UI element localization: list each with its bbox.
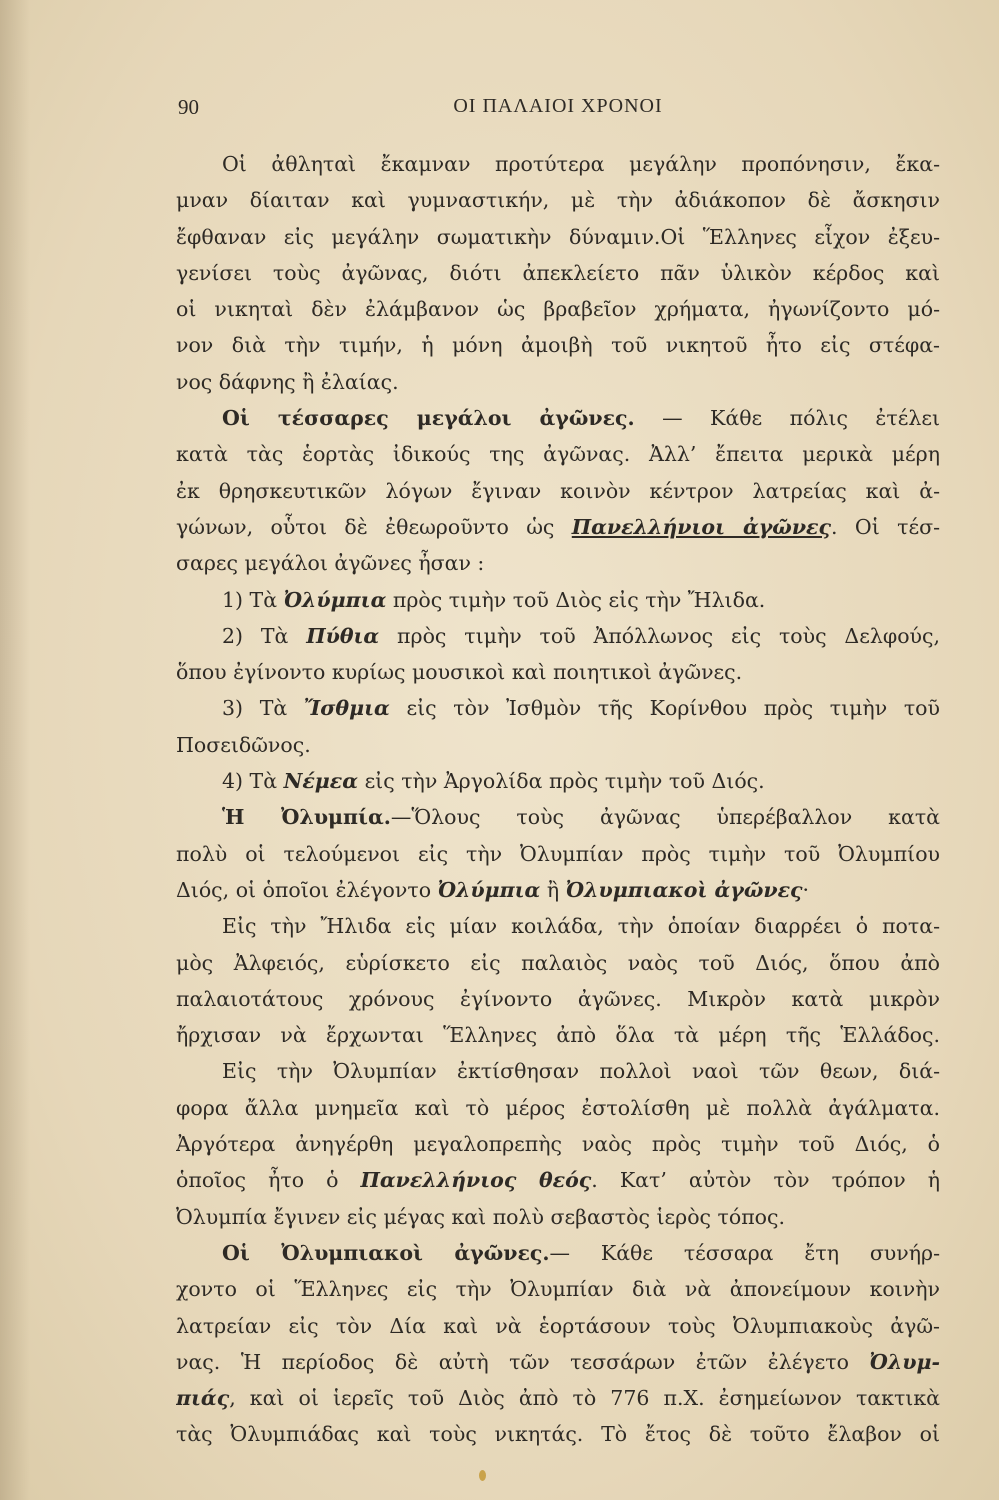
- text-line: φορα ἄλλα μνημεῖα καὶ τὸ μέρος ἐστολίσθη μὲ πολλὰ ἀγάλματα.: [176, 1095, 940, 1120]
- text-line: ὅπου ἐγίνοντο κυρίως μουσικοὶ καὶ ποιητικοὶ ἀγῶνες.: [176, 660, 743, 685]
- text-line: χοντο οἱ Ἕλληνες εἰς τὴν Ὀλυμπίαν διὰ νὰ ἀπονείμουν κοινὴν: [176, 1277, 940, 1302]
- text-line: τὰς Ὀλυμπιάδας καὶ τοὺς νικητάς. Τὸ ἔτος δὲ τοῦτο ἔλαβον οἱ: [176, 1422, 940, 1447]
- ink-spot: [479, 1470, 486, 1481]
- text-line: γενίσει τοὺς ἀγῶνας, διότι ἀπεκλείετο πᾶν ὑλικὸν κέρδος καὶ: [176, 260, 940, 285]
- text-line: ἤρχισαν νὰ ἔρχωνται Ἕλληνες ἀπὸ ὅλα τὰ μέρη τῆς Ἑλλάδος.: [176, 1023, 940, 1048]
- text-line: νον διὰ τὴν τιμήν, ἡ μόνη ἀμοιβὴ τοῦ νικητοῦ ἦτο εἰς στέφα-: [176, 333, 940, 358]
- section-heading: Οἱ τέσσαρες μεγάλοι ἀγῶνες.: [222, 406, 635, 431]
- text-line: ἔφθαναν εἰς μεγάλην σωματικὴν δύναμιν.Οἱ Ἕλληνες εἶχον ἐξευ-: [176, 224, 940, 249]
- running-title: ΟΙ ΠΑΛΑΙΟΙ ΧΡΟΝΟΙ: [453, 95, 663, 117]
- text-line: παλαιοτάτους χρόνους ἐγίνοντο ἀγῶνες. Μικρὸν κατὰ μικρὸν: [176, 986, 940, 1011]
- text-line: κατὰ τὰς ἑορτὰς ἰδικούς της ἀγῶνας. Ἀλλ’ ἔπειτα μερικὰ μέρη: [176, 442, 940, 467]
- text-line: μναν δίαιταν καὶ γυμναστικήν, μὲ τὴν ἀδιάκοπον δὲ ἄσκησιν: [176, 188, 940, 213]
- text-line: ἐκ θρησκευτικῶν λόγων ἔγιναν κοινὸν κέντρον λατρείας καὶ ἀ-: [176, 478, 940, 503]
- list-item: 1) Τὰ Ὀλύμπια πρὸς τιμὴν τοῦ Διὸς εἰς τὴν Ἤλιδα.: [222, 587, 766, 612]
- text-line: Εἰς τὴν Ἤλιδα εἰς μίαν κοιλάδα, τὴν ὁποίαν διαρρέει ὁ ποτα-: [222, 914, 940, 939]
- text-line: Εἰς τὴν Ὀλυμπίαν ἐκτίσθησαν πολλοὶ ναοὶ τῶν θεων, διά-: [222, 1059, 940, 1084]
- text-line: ὁποῖος ἦτο ὁ Πανελλήνιος θεός. Κατ’ αὐτὸν τὸν τρόπον ἡ: [176, 1168, 940, 1193]
- text-line: νας. Ἡ περίοδος δὲ αὐτὴ τῶν τεσσάρων ἐτῶν ἐλέγετο Ὀλυμ-: [176, 1349, 940, 1374]
- text-line: Ἀργότερα ἀνηγέρθη μεγαλοπρεπὴς ναὸς πρὸς τιμὴν τοῦ Διός, ὁ: [176, 1132, 940, 1157]
- page-header: [178, 95, 938, 127]
- section-heading: Ἡ Ὀλυμπία.: [222, 805, 391, 830]
- emphasis: Πανελλήνιοι ἀγῶνες: [571, 514, 831, 539]
- text-line: λατρείαν εἰς τὸν Δία καὶ νὰ ἑορτάσουν τοὺς Ὀλυμπιακοὺς ἀγῶ-: [176, 1313, 940, 1338]
- text-line: νος δάφνης ἢ ἐλαίας.: [176, 369, 399, 394]
- text-line: σαρες μεγάλοι ἀγῶνες ἦσαν :: [176, 551, 485, 576]
- text-line: Διός, οἱ ὁποῖοι ἐλέγοντο Ὀλύμπια ἢ Ὀλυμπιακοὶ ἀγῶνες·: [176, 877, 810, 902]
- text-line: μὸς Ἀλφειός, εὑρίσκετο εἰς παλαιὸς ναὸς τοῦ Διός, ὅπου ἀπὸ: [176, 950, 940, 975]
- text-line: Ποσειδῶνος.: [176, 732, 311, 757]
- section-heading: Οἱ Ὀλυμπιακοὶ ἀγῶνες.: [222, 1240, 550, 1265]
- section-heading-line: Οἱ Ὀλυμπιακοὶ ἀγῶνες.— Κάθε τέσσαρα ἔτη συνήρ-: [222, 1240, 940, 1265]
- section-heading-line: Οἱ τέσσαρες μεγάλοι ἀγῶνες. — Κάθε πόλις ἐτέλει: [222, 406, 940, 431]
- section-heading-line: Ἡ Ὀλυμπία.—Ὅλους τοὺς ἀγῶνας ὑπερέβαλλον κατὰ: [222, 805, 940, 830]
- page-shadow: [0, 0, 30, 1500]
- list-item: 2) Τὰ Πύθια πρὸς τιμὴν τοῦ Ἀπόλλωνος εἰς τοὺς Δελφούς,: [222, 623, 940, 648]
- text-line: πολὺ οἱ τελούμενοι εἰς τὴν Ὀλυμπίαν πρὸς τιμὴν τοῦ Ὀλυμπίου: [176, 841, 940, 866]
- text-line: οἱ νικηταὶ δὲν ἐλάμβανον ὡς βραβεῖον χρήματα, ἠγωνίζοντο μό-: [176, 297, 940, 322]
- text-line: γώνων, οὗτοι δὲ ἐθεωροῦντο ὡς Πανελλήνιοι ἀγῶνες. Οἱ τέσ-: [176, 514, 940, 539]
- text-line: Οἱ ἀθληταὶ ἔκαμναν προτύτερα μεγάλην προπόνησιν, ἔκα-: [222, 152, 940, 176]
- text-line: πιάς, καὶ οἱ ἱερεῖς τοῦ Διὸς ἀπὸ τὸ 776 π.Χ. ἐσημείωνον τακτικὰ: [176, 1386, 940, 1411]
- list-item: 4) Τὰ Νέμεα εἰς τὴν Ἀργολίδα πρὸς τιμὴν τοῦ Διός.: [222, 769, 765, 794]
- body-text: [176, 146, 940, 1453]
- list-item: 3) Τὰ Ἴσθμια εἰς τὸν Ἰσθμὸν τῆς Κορίνθου πρὸς τιμὴν τοῦ: [222, 696, 940, 721]
- page-number: 90: [178, 95, 199, 119]
- text-line: Ὀλυμπία ἔγινεν εἰς μέγας καὶ πολὺ σεβαστὸς ἱερὸς τόπος.: [176, 1204, 786, 1229]
